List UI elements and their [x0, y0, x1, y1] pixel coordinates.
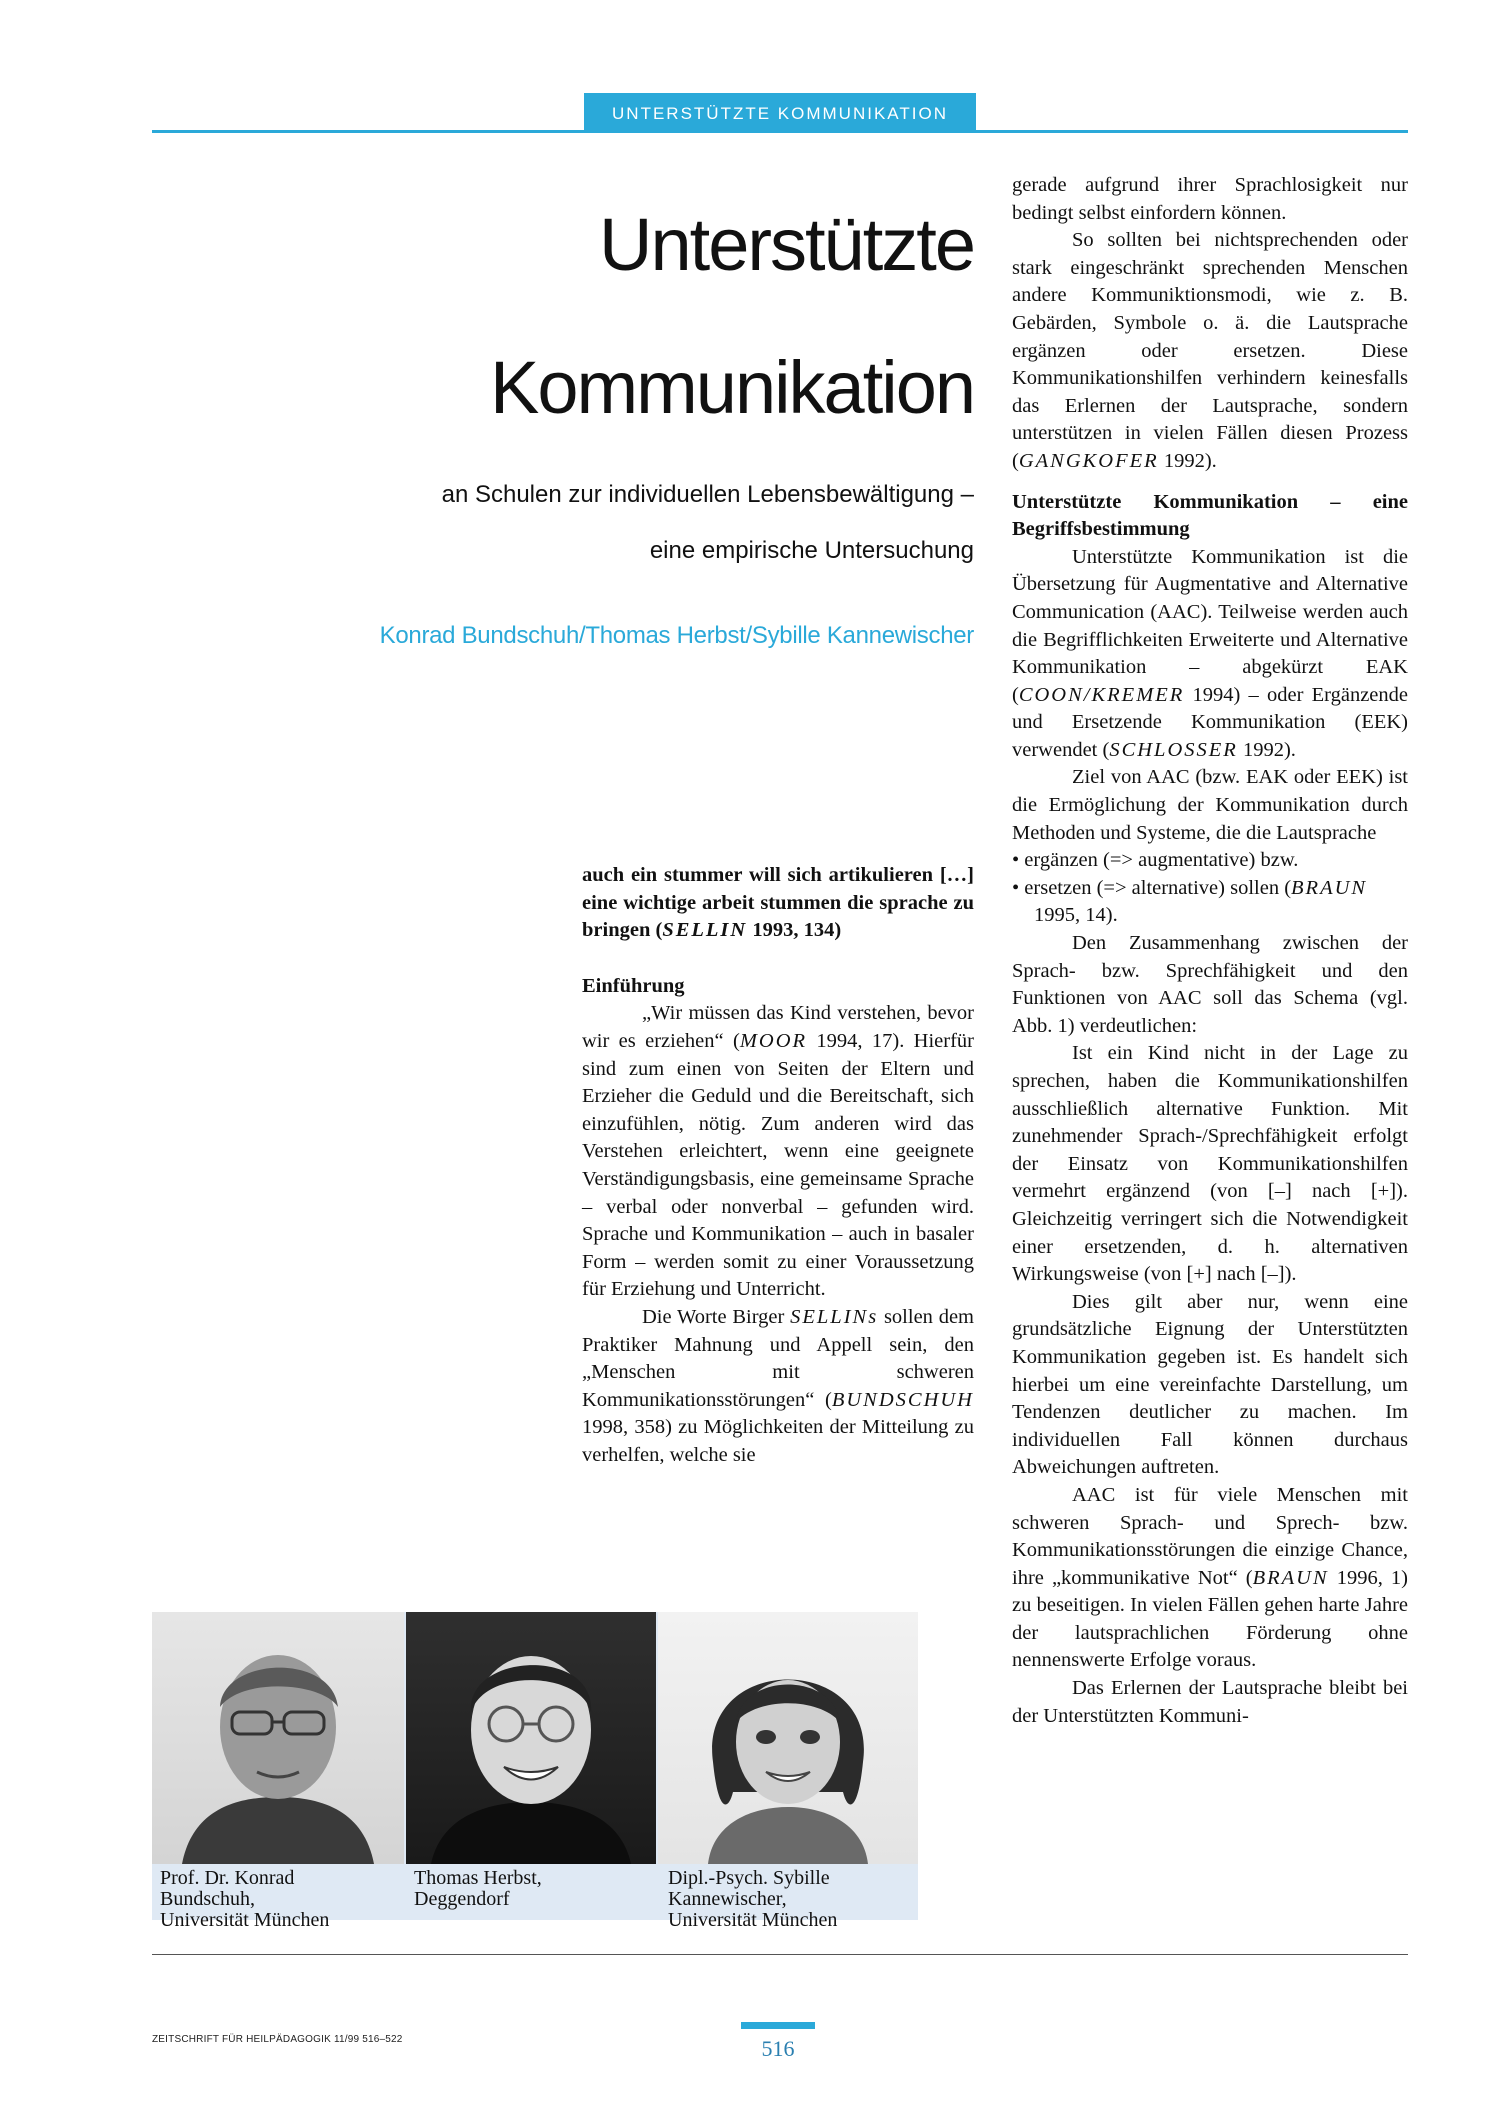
author-photo-herbst [406, 1612, 656, 1864]
article-title-line2: Kommunikation [489, 346, 974, 429]
right-column [1012, 172, 1408, 1730]
right-paragraph-2: Unterstützte Kommunikation ist die Übersetzung für Augmentative and Alternative Communication (AAC). Teilweise werden auch die Begrifflichkeiten Erweiterte und Alternative Kommunikation – abgekürzt EAK (COON/KREMER 1994) – oder Ergänzende und Ersetzende Kommunikation (EEK) verwendet (SCHLOSSER 1992). [1012, 545, 1408, 761]
header-rule [152, 130, 1408, 133]
right-paragraph-3: Ziel von AAC (bzw. EAK oder EEK) ist die Ermöglichung der Kommunikation durch Methoden und Systeme, die die Lautsprache [1012, 766, 1408, 844]
section-header: UNTERSTÜTZTE KOMMUNIKATION [584, 93, 976, 131]
intro-paragraph-1: „Wir müssen das Kind verstehen, bevor wir es erziehen“ (MOOR 1994, 17). Hierfür sind zum einen von Seiten der Eltern und Erzieher die Geduld und die Bereitschaft, sich einzufühlen, nötig. Zum anderen wird das Verstehen erleichtert, wenn eine geeignete Verständigungsbasis, eine gemeinsame Sprache – verbal oder nonverbal – gefunden wird. Sprache und Kommunikation – auch in basaler Form – werden somit zu einer Voraussetzung für Erziehung und Unterricht. [582, 1002, 974, 1301]
portrait-image [658, 1612, 918, 1864]
page-number: 516 [761, 2036, 795, 2061]
photo-caption-kannewischer: Dipl.-Psych. Sybille Kannewischer, Universität München [668, 1867, 838, 1931]
photo-caption-herbst: Thomas Herbst, Deggendorf [414, 1867, 542, 1910]
footer-rule [152, 1954, 1408, 1955]
article-title-line1: Unterstützte [599, 203, 974, 286]
page-number-bar [741, 2022, 815, 2029]
bullet-item-2: • ersetzen (=> alternative) sollen (BRAUN 1995, 14). [1012, 876, 1368, 927]
right-paragraph-7: AAC ist für viele Menschen mit schweren Sprach- und Sprech- bzw. Kommunikationsstörungen die einzige Chance, ihre „kommunikative Not“ (BRAUN 1996, 1) zu beseitigen. In vielen Fällen gehen harte Jahre der lautsprachlichen Förderung ohne nennenswerte Erfolge voraus. [1012, 1483, 1408, 1672]
article-subtitle-line2: eine empirische Untersuchung [649, 537, 974, 564]
article-subtitle-line1: an Schulen zur individuellen Lebensbewältigung – [441, 481, 974, 508]
portrait-image [152, 1612, 404, 1864]
definition-heading: Unterstützte Kommunikation – eine Begriffsbestimmung [1012, 490, 1408, 541]
right-paragraph-8: Das Erlernen der Lautsprache bleibt bei der Unterstützten Kommuni- [1012, 1677, 1408, 1727]
middle-column [582, 862, 974, 1469]
intro-heading: Einführung [582, 974, 685, 997]
article-authors: Konrad Bundschuh/Thomas Herbst/Sybille Kannewischer [379, 622, 974, 649]
right-paragraph-1: So sollten bei nichtsprechenden oder stark eingeschränkt sprechenden Menschen andere Kommuniktionsmodi, wie z. B. Gebärden, Symbole o. ä. die Lautsprache ergänzen oder ersetzen. Diese Kommunikationshilfen verhindern keinesfalls das Erlernen der Lautsprache, sondern unterstützen in vielen Fällen diesen Prozess (GANGKOFER 1992). [1012, 229, 1408, 472]
author-photo-kannewischer [658, 1612, 918, 1864]
right-paragraph-4: Den Zusammenhang zwischen der Sprach- bzw. Sprechfähigkeit und den Funktionen von AAC soll das Schema (vgl. Abb. 1) verdeutlichen: [1012, 932, 1408, 1037]
photo-caption-bundschuh: Prof. Dr. Konrad Bundschuh, Universität München [160, 1867, 330, 1931]
intro-paragraph-2: Die Worte Birger SELLINs sollen dem Praktiker Mahnung und Appell sein, den „Menschen mit schweren Kommunikationsstörungen“ (BUNDSCHUH 1998, 358) zu Möglichkeiten der Mitteilung zu verhelfen, welche sie [582, 1305, 974, 1466]
right-paragraph-5: Ist ein Kind nicht in der Lage zu sprechen, haben die Kommunikationshilfen ausschließlich alternative Funktion. Mit zunehmender Sprach-/Sprechfähigkeit erfolgt der Einsatz von Kommunikationshilfen vermehrt ergänzend (von [–] nach [+]). Gleichzeitig verringert sich die Notwendigkeit einer ersetzenden, d. h. alternativen Wirkungsweise (von [+] nach [–]). [1012, 1042, 1408, 1286]
author-photos [152, 1612, 918, 1931]
right-paragraph-6: Dies gilt aber nur, wenn eine grundsätzliche Eignung der Unterstützten Kommunikation gegeben ist. Es handelt sich hierbei um eine vereinfachte Darstellung, um Tendenzen deutlicher zu machen. Im individuellen Fall können durchaus Abweichungen auftreten. [1012, 1290, 1408, 1479]
portrait-image [406, 1612, 656, 1864]
motto-quote: auch ein stummer will sich artikulieren […] eine wichtige arbeit stummen die sprache zu bringen (SELLIN 1993, 134) [582, 864, 974, 942]
journal-citation: ZEITSCHRIFT FÜR HEILPÄDAGOGIK 11/99 516–522 [152, 2034, 403, 2045]
right-paragraph-0: gerade aufgrund ihrer Sprachlosigkeit nur bedingt selbst einfordern können. [1012, 174, 1408, 224]
author-photo-bundschuh [152, 1612, 404, 1864]
bullet-item-1: • ergänzen (=> augmentative) bzw. [1012, 849, 1299, 872]
